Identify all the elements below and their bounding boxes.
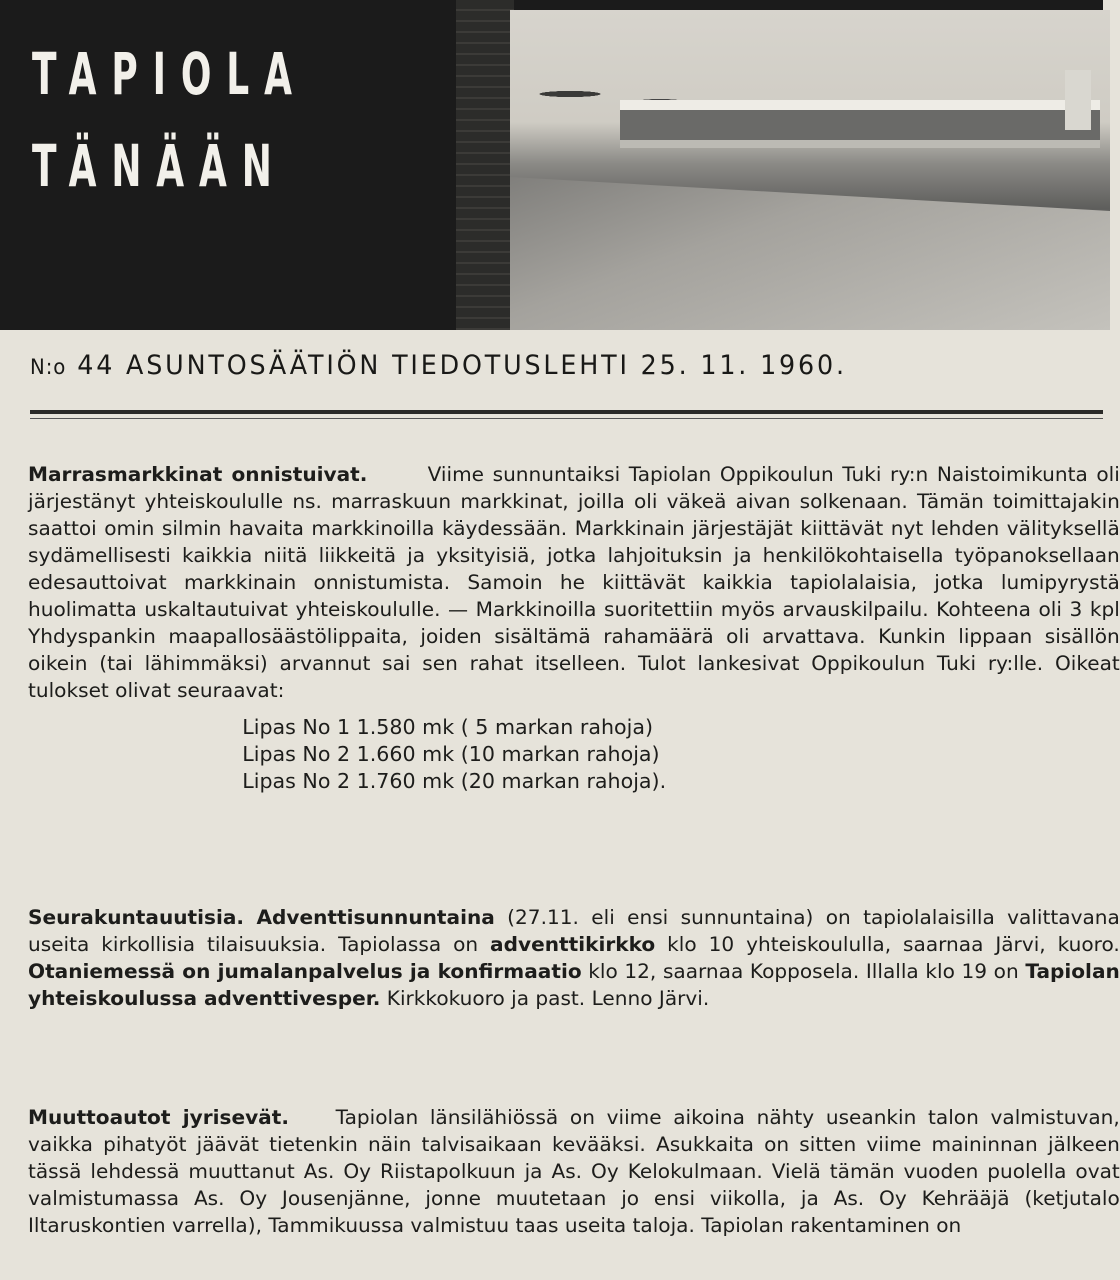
article-paragraph	[28, 1104, 1120, 1239]
article-heading: Seurakuntauutisia.	[28, 906, 245, 929]
issue-header	[30, 346, 1103, 406]
article-heading: Muuttoautot jyrisevät.	[28, 1106, 289, 1129]
masthead	[0, 0, 1103, 330]
issue-date: 25. 11. 1960.	[640, 350, 847, 381]
result-line: Lipas No 2 1.660 mk (10 markan rahoja)	[242, 742, 660, 766]
publication-name: ASUNTOSÄÄTIÖN TIEDOTUSLEHTI	[126, 350, 630, 381]
photo-wall	[510, 160, 1110, 330]
article-text: (27.11. eli ensi sunnuntaina) on tapiolalaisilla valittavana useita kirkollisia tilaisuuksia. Tapiolassa on	[28, 906, 1120, 956]
masthead-title-line2: TÄNÄÄN	[32, 132, 287, 200]
result-line: Lipas No 2 1.760 mk (20 markan rahoja).	[242, 769, 667, 793]
article-text: klo 10 yhteiskoululla, saarnaa Järvi, kuoro.	[655, 933, 1120, 956]
article-heading: Marrasmarkkinat onnistuivat.	[28, 463, 368, 486]
article-body: Tapiolan länsilähiössä on viime aikoina nähty useankin talon valmistuvan, vaikka pihatyöt jäävät tietenkin näin talvisaikaan kevääksi. Asukkaita on sitten viime maininnan jälkeen tässä lehdessä muuttanut As. Oy Riistapolkuun ja As. Oy Kelokulmaan. Vielä tämän vuoden puolella ovat valmistumassa As. Oy Jousenjänne, jonne muutetaan jo ensi viikolla, ja As. Oy Kehrääjä (ketjutalo Iltaruskontien varrella), Tammikuussa valmistuu taas useita taloja. Tapiolan rakentaminen on	[28, 1106, 1120, 1237]
issue-line	[30, 350, 847, 381]
masthead-title	[32, 28, 307, 212]
photo-chimney	[1065, 70, 1091, 130]
article-body: Viime sunnuntaiksi Tapiolan Oppikoulun Tuki ry:n Naistoimikunta oli järjestänyt yhteiskoululle ns. marraskuun markkinat, joilla oli väkeä aivan solkenaan. Tämän toimittajakin saattoi omin silmin havaita markkinoilla käydessään. Markkinain järjestäjät kiittävät nyt lehden välityksellä sydämellisesti kaikkia niitä liikkeitä ja yksityisiä, jotka lahjoituksin ja henkilökohtaisella työpanoksellaan edesauttoivat markkinain onnistumista. Samoin he kiittävät kaikkia tapiolalaisia, jotka lumipyrystä huolimatta uskaltautuivat yhteiskoululle. — Markkinoilla suoritettiin myös arvauskilpailu. Kohteena oli 3 kpl Yhdyspankin maapallosäästölippaita, joiden sisältämä rahamäärä oli arvattava. Kunkin lippaan sisällön oikein (tai lähimmäksi) arvannut sai sen rahat itselleen. Tulot lankesivat Oppikoulun Tuki ry:lle. Oikeat tulokset olivat seuraavat:	[28, 463, 1120, 702]
article-text: Kirkkokuoro ja past. Lenno Järvi.	[380, 987, 710, 1010]
masthead-photo	[510, 10, 1110, 330]
result-line: Lipas No 1 1.580 mk ( 5 markan rahoja)	[242, 715, 654, 739]
article-bold-intro: Adventtisunnuntaina	[256, 906, 495, 929]
article-paragraph	[28, 904, 1120, 1012]
header-rule	[30, 410, 1103, 414]
article-muuttoautot	[28, 1104, 1120, 1239]
article-bold: Otaniemessä on jumalanpalvelus ja konfirmaatio	[28, 960, 582, 983]
issue-number-label: N:o	[30, 355, 67, 379]
article-text: klo 12, saarnaa Kopposela. Illalla klo 19 on	[581, 960, 1026, 983]
header-rule-thin	[30, 418, 1103, 419]
article-seurakuntauutisia	[28, 904, 1120, 1012]
article-marrasmarkkinat	[28, 461, 1120, 801]
brick-pillar	[456, 0, 514, 330]
photo-building	[620, 100, 1100, 148]
results-list	[242, 714, 1120, 795]
issue-number: 44	[77, 350, 116, 381]
masthead-title-line1: TAPIOLA	[32, 40, 307, 108]
article-paragraph	[28, 461, 1120, 704]
article-bold: adventtikirkko	[490, 933, 656, 956]
article-bold: Tapiolan yhteiskoulussa adventtivesper.	[28, 960, 1120, 1010]
